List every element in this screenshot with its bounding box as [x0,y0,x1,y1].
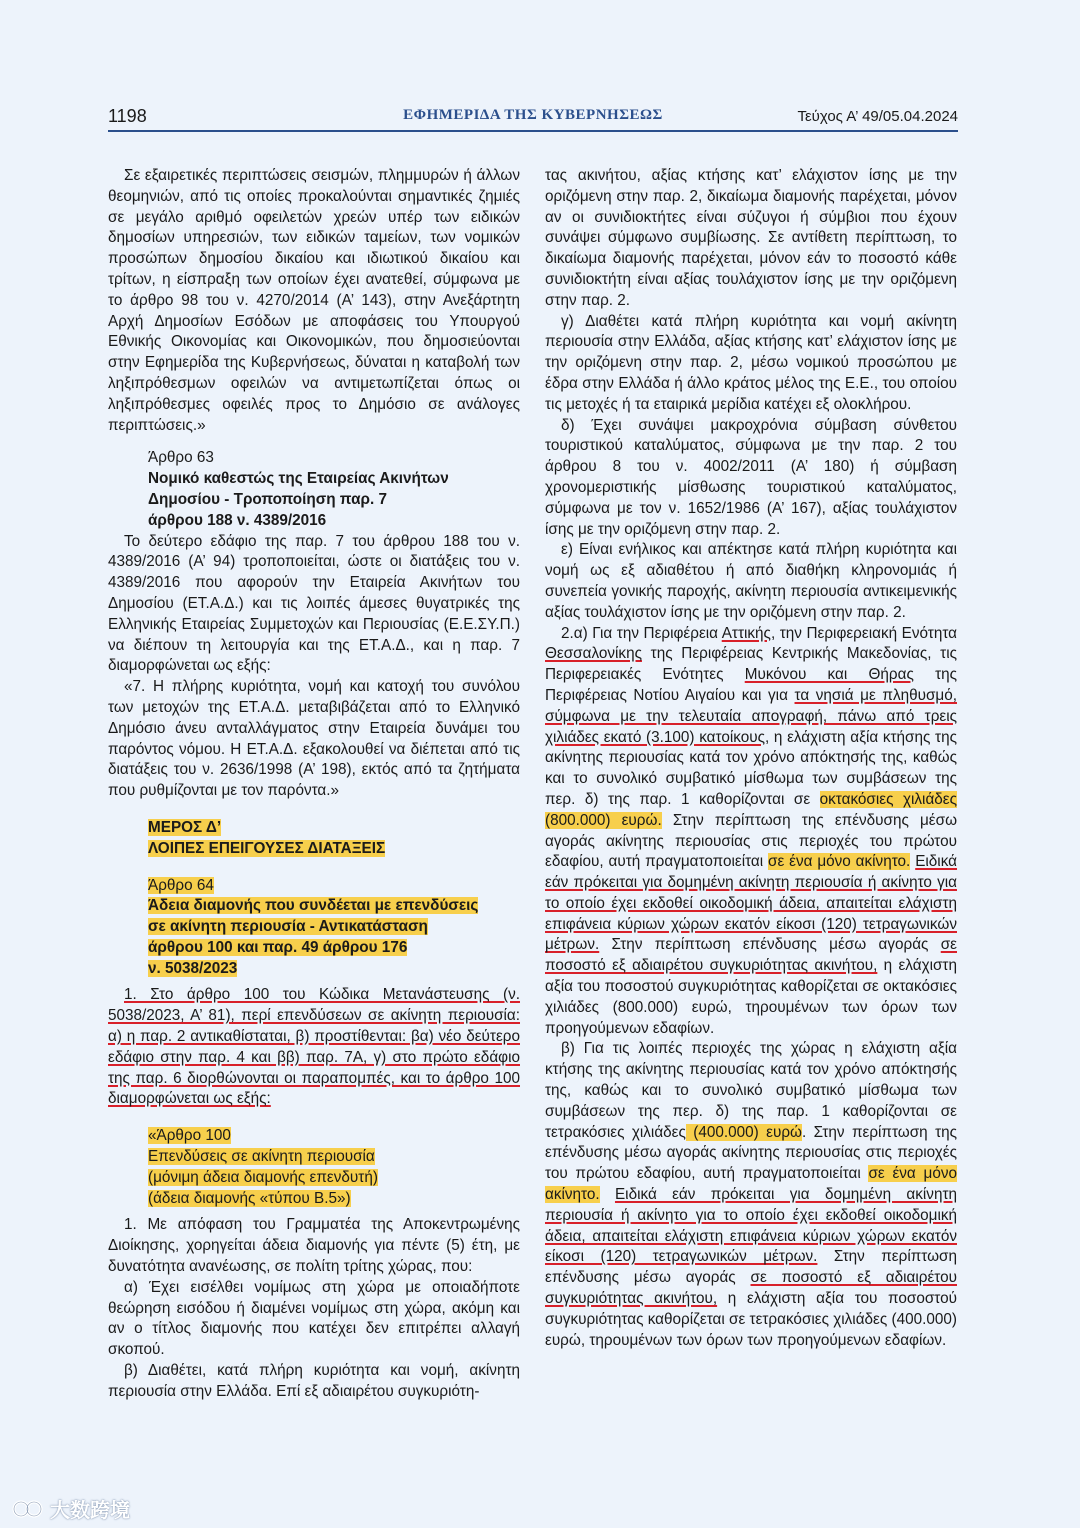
page-number: 1198 [108,106,147,126]
underlined-text: Ειδικά εάν πρόκειται για δομημένη ακίνητη περιουσία ή ακίνητο για το οποίο έχει εκδοθεί οικοδομική άδεια, απαιτείται ελάχιστη επιφάνεια κύριων χώρων εκατόν είκοσι (120) τετραγωνικών μέτρων. [545,853,958,954]
text-run: της επένδυσης μέσω αγοράς ακίνητης περιουσίας στις περιοχές του πρώτου εδαφίου, αυτή πραγματοποιείται [545,811,958,871]
text-run: , την Περιφερειακή Ενότητα [770,624,958,642]
article-63-heading [108,448,520,531]
text-run [600,1186,615,1203]
paragraph: «7. Η πλήρης κυριότητα, νομή και κατοχή του συνόλου των μετοχών της ΕΤ.Α.Δ. μεταβιβάζεται από το Ελληνικό Δημόσιο άνευ ανταλλάγματος στην Εταιρεία δυνάμει του παρόντος νόμου. Η ΕΤ.Α.Δ. εξακολουθεί να διέπεται από τις διατάξεις του ν. 2636/1998 (Α’ 198), εκτός από τα ζητήματα που ρυθμίζονται με τον παρόντα.» [108,678,520,800]
article-100-line: «Άρθρο 100 [148,1127,231,1145]
paragraph: Το δεύτερο εδάφιο της παρ. 7 του άρθρου 188 του ν. 4389/2016 (Α’ 94) τροποποιείται, ώστε οι διατάξεις του ν. 4389/2016 που αφορούν την Εταιρεία Ακινήτων του Δημοσίου (ΕΤ.Α.Δ.) και τις λοιπές άμεσες θυγατρικές της Ελληνικής Εταιρείας Συμμετοχών και Περιουσίας (Ε.Ε.ΣΥ.Π.) να διέπουν τη λειτουργία και της ΕΤ.Α.Δ., και η παρ. 7 διαμορφώνεται ως εξής: [108,532,520,675]
article-title-line: άρθρου 100 και παρ. 49 άρθρου 176 [148,938,408,956]
paragraph: γ) Διαθέτει κατά πλήρη κυριότητα και νομή ακίνητη περιουσία στην Ελλάδα, αξίας κτήσης κατ’ ελάχιστον ίσης με την οριζόμενη στην παρ. 2, μέσω νομικού προσώπου με έδρα στην Ελλάδα ή άλλο κράτος μέλος της Ε.Ε., του οποίου τις μετοχές ή τα εταιρικά μερίδια κατέχει εξ ολοκλήρου. [545,312,957,413]
highlighted-text: σε ένα μόνο ακίνητο. [768,853,911,871]
gazette-title: ΕΦΗΜΕΡΙΔΑ ΤΗΣ ΚΥΒΕΡΝΗΣΕΩΣ [403,107,663,123]
article-title-line: Δημοσίου - Τροποποίηση παρ. 7 [148,490,387,508]
highlighted-text: σε ένα μόνο ακίνητο. [545,1165,957,1204]
article-label: Άρθρο 64 [148,876,214,894]
paragraph: 1. Με απόφαση του Γραμματέα της Αποκεντρωμένης Διοίκησης, χορηγείται άδεια διαμονής για πέντε (5) έτη, με δυνατότητα ανανέωσης, σε πολίτη τρίτης χώρας, που: [108,1216,520,1276]
part-title: ΛΟΙΠΕΣ ΕΠΕΙΓΟΥΣΕΣ ΔΙΑΤΑΞΕΙΣ [148,839,386,857]
highlighted-amount: (400.000) ευρώ [685,1123,802,1141]
article-title-line: ν. 5038/2023 [148,959,238,977]
text-run: . Στην περίπτωση της επένδυσης μέσω αγοράς ακίνητης περιουσίας στις περιοχές του πρώτου εδαφίου, αυτή πραγματοποιείται [545,1123,958,1183]
article-64-heading [108,876,520,980]
underlined-text: σε ποσοστό εξ αδιαιρέτου συγκυριότητας ακινήτου, [545,936,957,975]
watermark-text: 大数跨境 [50,1500,130,1522]
watermark-logo-icon [12,1497,46,1521]
page-header [108,104,958,132]
paragraph: ε) Είναι ενήλικος και απέκτησε κατά πλήρη κυριότητα και νομή ως εξ αδιαθέτου ή από διαθήκη κληρονομιάς ή συνεπεία γονικής παροχής, ακίνητη περιουσία αντικειμενικής αξίας τουλάχιστον ίσης με την οριζόμενη στην παρ. 2. [545,541,957,621]
text-run: η ελάχιστη αξία του ποσοστού συγκυριότητας καθορίζεται σε τετρακόσιες χιλιάδες (400.000) ευρώ, τηρουμένων των όρων των προηγούμενων εδαφίων. [545,1290,957,1349]
text-run: Στην περίπτωση επένδυσης μέσω αγοράς [545,1248,957,1287]
article-100-heading [108,1126,520,1209]
part-d-heading [108,818,520,860]
part-label: ΜΕΡΟΣ Δ’ [148,818,222,836]
text-run: Στην περίπτωση επένδυσης μέσω αγοράς [599,936,941,954]
paragraph-2b [545,1039,957,1351]
issue-reference: Τεύχος Α’ 49/05.04.2024 [797,108,958,125]
article-title-line: άρθρου 188 ν. 4389/2016 [148,511,327,529]
underlined-text: Ειδικά εάν πρόκειται για δομημένη ακίνητη περιουσία ή ακίνητο για το οποίο έχει εκδοθεί οικοδομική άδεια, απαιτείται ελάχιστη επιφάνεια κύριων χώρων εκατόν είκοσι (120) τετραγωνικών μέτρων. [545,1186,958,1266]
underlined-text: Θεσσαλονίκης [545,645,642,663]
right-column [545,166,957,1351]
underlined-text: σε ποσοστό εξ αδιαιρέτου συγκυριότητας ακινήτου, [545,1269,957,1308]
article-100-line: (άδεια διαμονής «τύπου Β.5») [148,1189,351,1207]
underlined-text: Αττικής [721,624,771,642]
paragraph-2a [545,624,957,1040]
text-run: , η ελάχιστη αξία κτήσης της ακίνητης περιουσίας κατά τον χρόνο απόκτησής της, καθώς και το συνολικό συμβατικό μίσθωμα των συμβάσεων της περ. δ) της παρ. 1 καθορίζονται σε [545,728,957,808]
underlined-paragraph: 1. Στο άρθρο 100 του Κώδικα Μετανάστευσης (ν. 5038/2023, Α’ 81), περί επενδύσεων σε ακίνητη περιουσία: α) η παρ. 2 αντικαθίσταται, β) προστίθενται: βα) νέο δεύτερο εδάφιο στην παρ. 4 και ββ) παρ. 7Α, γ) στο πρώτο εδάφιο της παρ. 6 διορθώνονται οι παραπομπές, και το άρθρο 100 διαμορφώνεται ως εξής: [108,986,520,1108]
underlined-text: Μυκόνου και Θήρας [744,666,914,684]
article-100-line: (μόνιμη άδεια διαμονής επενδυτή) [148,1168,378,1186]
paragraph: β) Διαθέτει, κατά πλήρη κυριότητα και νομή, ακίνητη περιουσία στην Ελλάδα. Επί εξ αδιαιρέτου συγκυριότη- [108,1362,520,1400]
text-run: η ελάχιστη αξία του ποσοστού συγκυριότητας καθορίζεται σε οκτακόσιες χιλιάδες (800.000) ευρώ, τηρουμένων των όρων των προηγούμενων εδαφίων. [545,957,957,1037]
text-run: Στην περίπτωση [661,811,791,829]
paragraph: Σε εξαιρετικές περιπτώσεις σεισμών, πλημμυρών ή άλλων θεομηνιών, από τις οποίες προκαλούνται σημαντικές ζημιές σε μεγάλο αριθμό οφειλετών χρεών υπέρ των ειδικών δημοσίων υπηρεσιών, των ειδικών ταμείων, των νομικών προσώπων δημοσίου δικαίου και ιδιωτικού δικαίου και τρίτων, η είσπραξη των οποίων έχει ανατεθεί, σύμφωνα με το άρθρο 98 του ν. 4270/2014 (Α’ 143), στην Ανεξάρτητη Αρχή Δημοσίων Εσόδων με αποφάσεις του Υπουργού Εθνικής Οικονομίας και Οικονομικών, που δημοσιεύονται στην Εφημερίδα της Κυβερνήσεως, δύναται η καταβολή των ληξιπρόθεσμων οφειλών να αντιμετωπίζεται όπως οι ληξιπρόθεσμες οφειλές προς το Δημόσιο σε ανάλογες περιπτώσεις.» [108,167,520,434]
text-run: 2.α) Για την Περιφέρεια [561,624,722,642]
left-column [108,166,520,1403]
text-run: β) Για τις λοιπές περιοχές της χώρας η ελάχιστη αξία κτήσης της ακίνητης περιουσίας κατά τον χρόνο απόκτησής της, καθώς και το συνολικό συμβατικό μίσθωμα των συμβάσεων της περ. δ) της παρ. 1 καθορίζονται σε τετρακόσιες χιλιάδες [545,1040,957,1141]
article-title-line: Άδεια διαμονής που συνδέεται με επενδύσεις [148,897,479,915]
underlined-text: τα νησιά με πληθυσμό, σύμφωνα με την τελευταία απογραφή, πάνω από τρεις χιλιάδες εκατό (3.100) κατοίκους [545,686,957,746]
article-100-line: Επενδύσεις σε ακίνητη περιουσία [148,1148,375,1166]
article-label: Άρθρο 63 [148,449,214,467]
paragraph: α) Έχει εισέλθει νομίμως στη χώρα με οποιαδήποτε θεώρηση εισόδου ή διαμένει νομίμως στη χώρα, ακόμη και αν ο τίτλος διαμονής που κατέχει δεν επιτρέπει αλλαγή σκοπού. [108,1278,520,1359]
paragraph: τας ακινήτου, αξίας κτήσης κατ’ ελάχιστον ίσης με την οριζόμενη στην παρ. 2, δικαίωμα διαμονής παρέχεται, μόνον αν οι συνιδιοκτήτες είναι σύζυγοι ή σύμβιοι που έχουν συνάψει σύμφωνο συμβίωσης. Σε αντίθετη περίπτωση, το δικαίωμα διαμονής παρέχεται, μόνον εάν το ποσοστό κάθε συνιδιοκτήτη είναι αξίας τουλάχιστον ίσης με την οριζόμενη στην παρ. 2. [545,167,957,309]
highlighted-amount: οκτακόσιες χιλιάδες (800.000) ευρώ. [545,790,957,829]
text-run: της Περιφέρειας Νοτίου Αιγαίου και για [545,666,957,704]
watermark [12,1494,130,1523]
article-title-line: σε ακίνητη περιουσία - Αντικατάσταση [148,918,428,936]
paragraph: δ) Έχει συνάψει μακροχρόνια σύμβαση σύνθετου τουριστικού καταλύματος, σύμφωνα με την παρ. 2 του άρθρου 8 του ν. 4002/2011 (Α’ 180) ή σύμβαση χρονομεριστικής μίσθωσης τουριστικού καταλύματος, σύμφωνα με τον ν. 1652/1986 (Α’ 167), αξίας τουλάχιστον ίσης με την οριζόμενη στην παρ. 2. [545,416,957,538]
article-title-line: Νομικό καθεστώς της Εταιρείας Ακινήτων [148,470,449,488]
text-run: της Περιφέρειας Κεντρικής Μακεδονίας, τις Περιφερειακές Ενότητες [545,645,957,684]
